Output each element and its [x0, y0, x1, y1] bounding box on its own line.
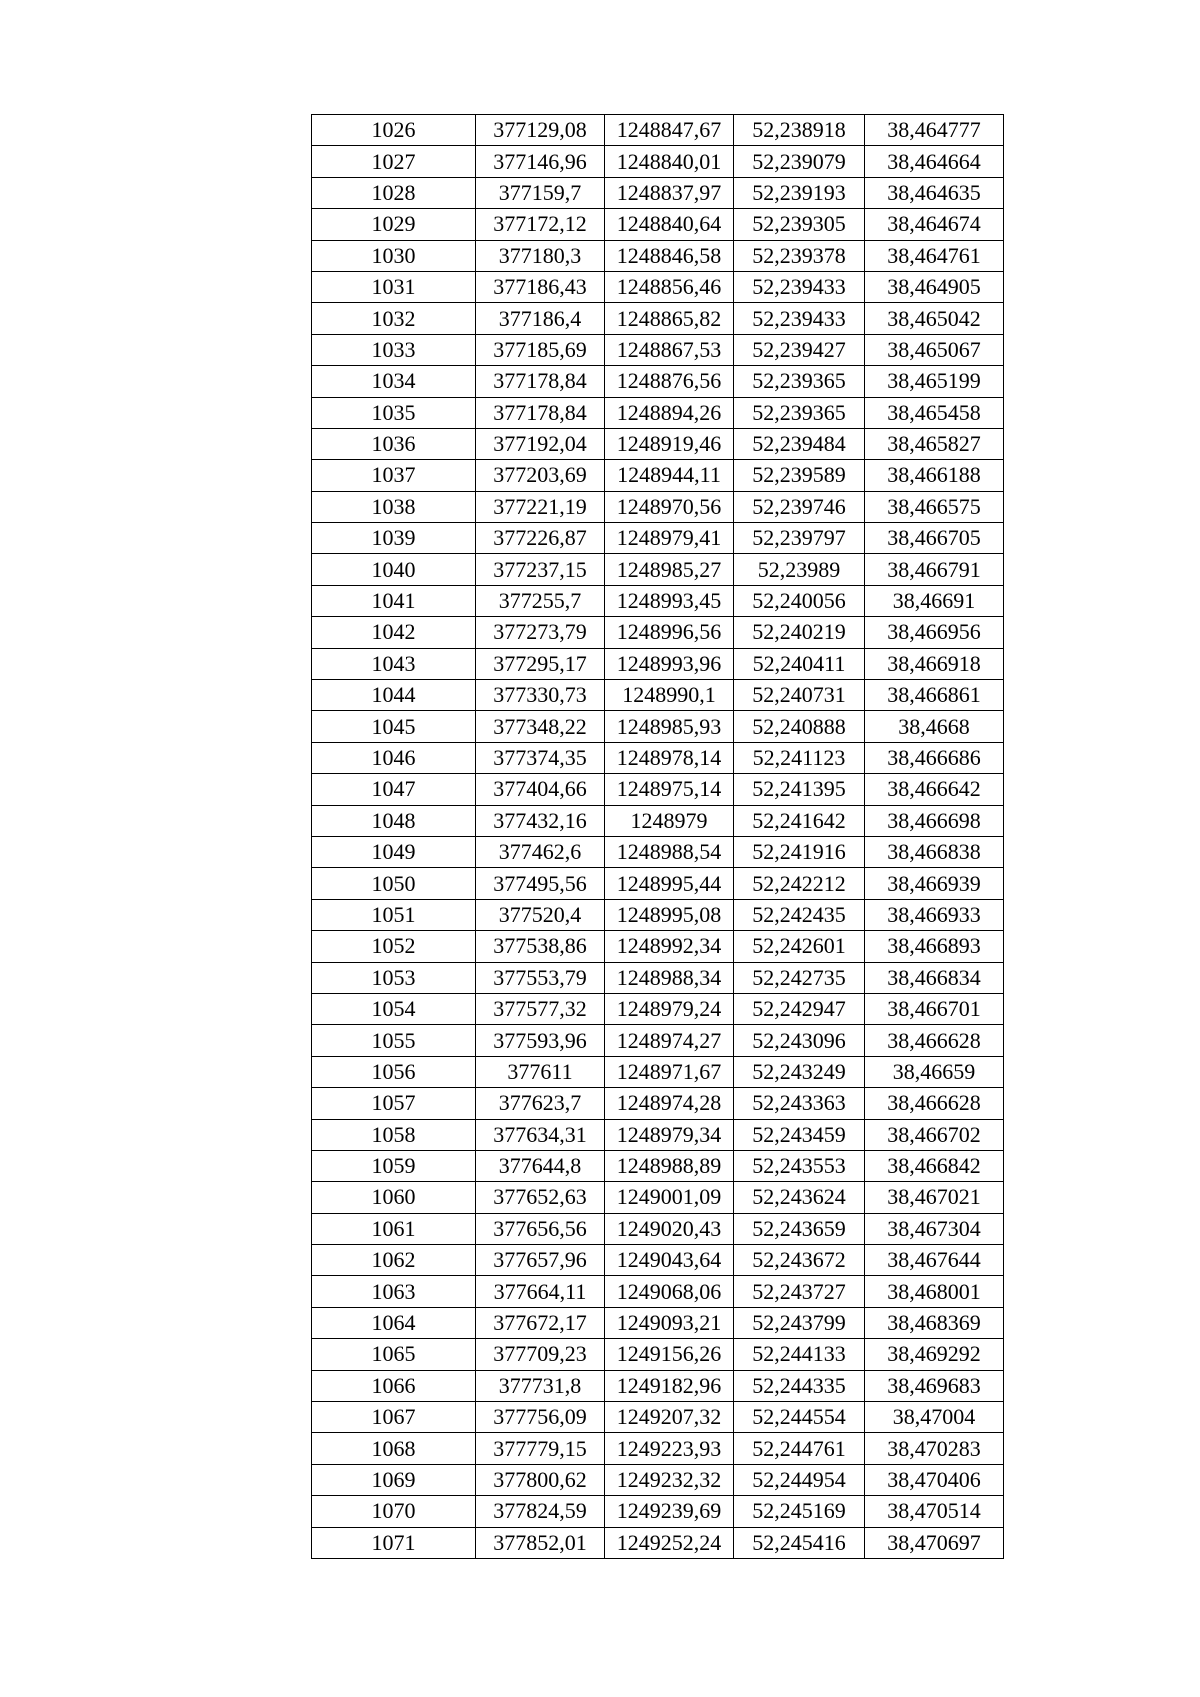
latitude-cell: 52,241642 — [734, 805, 865, 836]
point-number-cell: 1040 — [312, 554, 476, 585]
longitude-cell: 38,466628 — [865, 1025, 1004, 1056]
longitude-cell: 38,466893 — [865, 931, 1004, 962]
table-row — [312, 523, 1004, 554]
x-coordinate-cell: 377186,43 — [476, 271, 605, 302]
latitude-cell: 52,240888 — [734, 711, 865, 742]
table-row — [312, 115, 1004, 146]
y-coordinate-cell: 1248837,97 — [605, 177, 734, 208]
coordinates-table — [311, 114, 1004, 1559]
table-row — [312, 931, 1004, 962]
point-number-cell: 1041 — [312, 585, 476, 616]
x-coordinate-cell: 377657,96 — [476, 1245, 605, 1276]
table-row — [312, 1433, 1004, 1464]
latitude-cell: 52,240056 — [734, 585, 865, 616]
point-number-cell: 1056 — [312, 1056, 476, 1087]
point-number-cell: 1051 — [312, 899, 476, 930]
x-coordinate-cell: 377203,69 — [476, 460, 605, 491]
x-coordinate-cell: 377374,35 — [476, 742, 605, 773]
latitude-cell: 52,241123 — [734, 742, 865, 773]
x-coordinate-cell: 377611 — [476, 1056, 605, 1087]
point-number-cell: 1068 — [312, 1433, 476, 1464]
latitude-cell: 52,242735 — [734, 962, 865, 993]
x-coordinate-cell: 377404,66 — [476, 774, 605, 805]
latitude-cell: 52,243727 — [734, 1276, 865, 1307]
point-number-cell: 1061 — [312, 1213, 476, 1244]
longitude-cell: 38,470697 — [865, 1527, 1004, 1558]
y-coordinate-cell: 1248865,82 — [605, 303, 734, 334]
table-row — [312, 1088, 1004, 1119]
x-coordinate-cell: 377192,04 — [476, 428, 605, 459]
latitude-cell: 52,241916 — [734, 836, 865, 867]
table-row — [312, 1150, 1004, 1181]
longitude-cell: 38,466698 — [865, 805, 1004, 836]
y-coordinate-cell: 1248876,56 — [605, 366, 734, 397]
latitude-cell: 52,239797 — [734, 523, 865, 554]
table-row — [312, 868, 1004, 899]
table-row — [312, 993, 1004, 1024]
longitude-cell: 38,466642 — [865, 774, 1004, 805]
y-coordinate-cell: 1248979 — [605, 805, 734, 836]
y-coordinate-cell: 1248847,67 — [605, 115, 734, 146]
table-row — [312, 1025, 1004, 1056]
latitude-cell: 52,242212 — [734, 868, 865, 899]
latitude-cell: 52,244761 — [734, 1433, 865, 1464]
point-number-cell: 1037 — [312, 460, 476, 491]
x-coordinate-cell: 377129,08 — [476, 115, 605, 146]
y-coordinate-cell: 1248995,44 — [605, 868, 734, 899]
table-row — [312, 1307, 1004, 1338]
y-coordinate-cell: 1248974,27 — [605, 1025, 734, 1056]
longitude-cell: 38,469683 — [865, 1370, 1004, 1401]
y-coordinate-cell: 1248978,14 — [605, 742, 734, 773]
x-coordinate-cell: 377634,31 — [476, 1119, 605, 1150]
longitude-cell: 38,466686 — [865, 742, 1004, 773]
latitude-cell: 52,244954 — [734, 1464, 865, 1495]
x-coordinate-cell: 377172,12 — [476, 209, 605, 240]
y-coordinate-cell: 1248988,89 — [605, 1150, 734, 1181]
point-number-cell: 1033 — [312, 334, 476, 365]
y-coordinate-cell: 1249182,96 — [605, 1370, 734, 1401]
longitude-cell: 38,466702 — [865, 1119, 1004, 1150]
latitude-cell: 52,243799 — [734, 1307, 865, 1338]
x-coordinate-cell: 377672,17 — [476, 1307, 605, 1338]
longitude-cell: 38,465042 — [865, 303, 1004, 334]
x-coordinate-cell: 377709,23 — [476, 1339, 605, 1370]
y-coordinate-cell: 1248867,53 — [605, 334, 734, 365]
latitude-cell: 52,239378 — [734, 240, 865, 271]
y-coordinate-cell: 1248971,67 — [605, 1056, 734, 1087]
y-coordinate-cell: 1249001,09 — [605, 1182, 734, 1213]
longitude-cell: 38,465067 — [865, 334, 1004, 365]
x-coordinate-cell: 377221,19 — [476, 491, 605, 522]
table-row — [312, 742, 1004, 773]
x-coordinate-cell: 377255,7 — [476, 585, 605, 616]
y-coordinate-cell: 1249239,69 — [605, 1496, 734, 1527]
table-row — [312, 648, 1004, 679]
longitude-cell: 38,466939 — [865, 868, 1004, 899]
latitude-cell: 52,243672 — [734, 1245, 865, 1276]
latitude-cell: 52,243096 — [734, 1025, 865, 1056]
latitude-cell: 52,240411 — [734, 648, 865, 679]
y-coordinate-cell: 1249068,06 — [605, 1276, 734, 1307]
longitude-cell: 38,466705 — [865, 523, 1004, 554]
point-number-cell: 1039 — [312, 523, 476, 554]
point-number-cell: 1067 — [312, 1402, 476, 1433]
table-row — [312, 209, 1004, 240]
point-number-cell: 1036 — [312, 428, 476, 459]
longitude-cell: 38,468369 — [865, 1307, 1004, 1338]
latitude-cell: 52,244335 — [734, 1370, 865, 1401]
y-coordinate-cell: 1248944,11 — [605, 460, 734, 491]
table-row — [312, 1464, 1004, 1495]
x-coordinate-cell: 377824,59 — [476, 1496, 605, 1527]
table-row — [312, 899, 1004, 930]
longitude-cell: 38,464664 — [865, 146, 1004, 177]
point-number-cell: 1043 — [312, 648, 476, 679]
point-number-cell: 1026 — [312, 115, 476, 146]
latitude-cell: 52,243659 — [734, 1213, 865, 1244]
point-number-cell: 1065 — [312, 1339, 476, 1370]
longitude-cell: 38,466918 — [865, 648, 1004, 679]
latitude-cell: 52,244554 — [734, 1402, 865, 1433]
y-coordinate-cell: 1249252,24 — [605, 1527, 734, 1558]
longitude-cell: 38,468001 — [865, 1276, 1004, 1307]
y-coordinate-cell: 1248996,56 — [605, 617, 734, 648]
y-coordinate-cell: 1249156,26 — [605, 1339, 734, 1370]
y-coordinate-cell: 1248846,58 — [605, 240, 734, 271]
table-row — [312, 366, 1004, 397]
point-number-cell: 1030 — [312, 240, 476, 271]
point-number-cell: 1032 — [312, 303, 476, 334]
longitude-cell: 38,465199 — [865, 366, 1004, 397]
latitude-cell: 52,239589 — [734, 460, 865, 491]
latitude-cell: 52,243624 — [734, 1182, 865, 1213]
table-row — [312, 240, 1004, 271]
point-number-cell: 1054 — [312, 993, 476, 1024]
point-number-cell: 1053 — [312, 962, 476, 993]
point-number-cell: 1046 — [312, 742, 476, 773]
y-coordinate-cell: 1248840,64 — [605, 209, 734, 240]
x-coordinate-cell: 377520,4 — [476, 899, 605, 930]
point-number-cell: 1057 — [312, 1088, 476, 1119]
y-coordinate-cell: 1248840,01 — [605, 146, 734, 177]
latitude-cell: 52,239193 — [734, 177, 865, 208]
table-row — [312, 177, 1004, 208]
point-number-cell: 1027 — [312, 146, 476, 177]
y-coordinate-cell: 1248988,34 — [605, 962, 734, 993]
table-row — [312, 617, 1004, 648]
table-row — [312, 1370, 1004, 1401]
y-coordinate-cell: 1248985,93 — [605, 711, 734, 742]
longitude-cell: 38,464635 — [865, 177, 1004, 208]
longitude-cell: 38,466861 — [865, 680, 1004, 711]
latitude-cell: 52,239433 — [734, 271, 865, 302]
x-coordinate-cell: 377553,79 — [476, 962, 605, 993]
longitude-cell: 38,467021 — [865, 1182, 1004, 1213]
latitude-cell: 52,239484 — [734, 428, 865, 459]
x-coordinate-cell: 377330,73 — [476, 680, 605, 711]
table-row — [312, 334, 1004, 365]
table-row — [312, 680, 1004, 711]
table-row — [312, 774, 1004, 805]
longitude-cell: 38,465458 — [865, 397, 1004, 428]
x-coordinate-cell: 377495,56 — [476, 868, 605, 899]
x-coordinate-cell: 377178,84 — [476, 397, 605, 428]
longitude-cell: 38,466791 — [865, 554, 1004, 585]
longitude-cell: 38,464761 — [865, 240, 1004, 271]
latitude-cell: 52,241395 — [734, 774, 865, 805]
x-coordinate-cell: 377432,16 — [476, 805, 605, 836]
latitude-cell: 52,245416 — [734, 1527, 865, 1558]
longitude-cell: 38,469292 — [865, 1339, 1004, 1370]
y-coordinate-cell: 1248993,45 — [605, 585, 734, 616]
longitude-cell: 38,466842 — [865, 1150, 1004, 1181]
table-row — [312, 271, 1004, 302]
longitude-cell: 38,46659 — [865, 1056, 1004, 1087]
longitude-cell: 38,466933 — [865, 899, 1004, 930]
longitude-cell: 38,466834 — [865, 962, 1004, 993]
longitude-cell: 38,46691 — [865, 585, 1004, 616]
table-row — [312, 554, 1004, 585]
point-number-cell: 1045 — [312, 711, 476, 742]
table-row — [312, 1119, 1004, 1150]
y-coordinate-cell: 1248894,26 — [605, 397, 734, 428]
longitude-cell: 38,467644 — [865, 1245, 1004, 1276]
longitude-cell: 38,466575 — [865, 491, 1004, 522]
longitude-cell: 38,465827 — [865, 428, 1004, 459]
y-coordinate-cell: 1248979,34 — [605, 1119, 734, 1150]
y-coordinate-cell: 1249020,43 — [605, 1213, 734, 1244]
x-coordinate-cell: 377756,09 — [476, 1402, 605, 1433]
table-row — [312, 1213, 1004, 1244]
table-row — [312, 491, 1004, 522]
longitude-cell: 38,466701 — [865, 993, 1004, 1024]
table-row — [312, 1339, 1004, 1370]
longitude-cell: 38,464674 — [865, 209, 1004, 240]
point-number-cell: 1052 — [312, 931, 476, 962]
y-coordinate-cell: 1248970,56 — [605, 491, 734, 522]
x-coordinate-cell: 377779,15 — [476, 1433, 605, 1464]
y-coordinate-cell: 1248993,96 — [605, 648, 734, 679]
table-row — [312, 1056, 1004, 1087]
y-coordinate-cell: 1248975,14 — [605, 774, 734, 805]
x-coordinate-cell: 377593,96 — [476, 1025, 605, 1056]
table-row — [312, 303, 1004, 334]
y-coordinate-cell: 1248992,34 — [605, 931, 734, 962]
x-coordinate-cell: 377664,11 — [476, 1276, 605, 1307]
point-number-cell: 1062 — [312, 1245, 476, 1276]
longitude-cell: 38,470406 — [865, 1464, 1004, 1495]
y-coordinate-cell: 1248979,41 — [605, 523, 734, 554]
table-row — [312, 1276, 1004, 1307]
y-coordinate-cell: 1249223,93 — [605, 1433, 734, 1464]
latitude-cell: 52,238918 — [734, 115, 865, 146]
y-coordinate-cell: 1248990,1 — [605, 680, 734, 711]
longitude-cell: 38,466838 — [865, 836, 1004, 867]
table-row — [312, 1182, 1004, 1213]
latitude-cell: 52,243553 — [734, 1150, 865, 1181]
longitude-cell: 38,47004 — [865, 1402, 1004, 1433]
latitude-cell: 52,239427 — [734, 334, 865, 365]
latitude-cell: 52,242601 — [734, 931, 865, 962]
point-number-cell: 1047 — [312, 774, 476, 805]
x-coordinate-cell: 377731,8 — [476, 1370, 605, 1401]
x-coordinate-cell: 377800,62 — [476, 1464, 605, 1495]
table-row — [312, 460, 1004, 491]
point-number-cell: 1055 — [312, 1025, 476, 1056]
point-number-cell: 1048 — [312, 805, 476, 836]
latitude-cell: 52,239365 — [734, 397, 865, 428]
x-coordinate-cell: 377577,32 — [476, 993, 605, 1024]
point-number-cell: 1029 — [312, 209, 476, 240]
longitude-cell: 38,466188 — [865, 460, 1004, 491]
y-coordinate-cell: 1248856,46 — [605, 271, 734, 302]
y-coordinate-cell: 1249232,32 — [605, 1464, 734, 1495]
latitude-cell: 52,239079 — [734, 146, 865, 177]
table-row — [312, 397, 1004, 428]
latitude-cell: 52,243363 — [734, 1088, 865, 1119]
table-row — [312, 146, 1004, 177]
coordinates-table-body — [312, 115, 1004, 1559]
table-row — [312, 428, 1004, 459]
x-coordinate-cell: 377186,4 — [476, 303, 605, 334]
y-coordinate-cell: 1248919,46 — [605, 428, 734, 459]
x-coordinate-cell: 377146,96 — [476, 146, 605, 177]
latitude-cell: 52,23989 — [734, 554, 865, 585]
table-row — [312, 711, 1004, 742]
latitude-cell: 52,239746 — [734, 491, 865, 522]
x-coordinate-cell: 377656,56 — [476, 1213, 605, 1244]
point-number-cell: 1066 — [312, 1370, 476, 1401]
x-coordinate-cell: 377273,79 — [476, 617, 605, 648]
table-row — [312, 1496, 1004, 1527]
x-coordinate-cell: 377652,63 — [476, 1182, 605, 1213]
point-number-cell: 1042 — [312, 617, 476, 648]
latitude-cell: 52,239433 — [734, 303, 865, 334]
point-number-cell: 1028 — [312, 177, 476, 208]
y-coordinate-cell: 1249093,21 — [605, 1307, 734, 1338]
point-number-cell: 1069 — [312, 1464, 476, 1495]
y-coordinate-cell: 1248985,27 — [605, 554, 734, 585]
x-coordinate-cell: 377462,6 — [476, 836, 605, 867]
longitude-cell: 38,466628 — [865, 1088, 1004, 1119]
longitude-cell: 38,464905 — [865, 271, 1004, 302]
y-coordinate-cell: 1249043,64 — [605, 1245, 734, 1276]
latitude-cell: 52,242947 — [734, 993, 865, 1024]
x-coordinate-cell: 377185,69 — [476, 334, 605, 365]
x-coordinate-cell: 377538,86 — [476, 931, 605, 962]
table-row — [312, 1245, 1004, 1276]
latitude-cell: 52,239305 — [734, 209, 865, 240]
table-row — [312, 585, 1004, 616]
longitude-cell: 38,4668 — [865, 711, 1004, 742]
longitude-cell: 38,470514 — [865, 1496, 1004, 1527]
latitude-cell: 52,240731 — [734, 680, 865, 711]
point-number-cell: 1060 — [312, 1182, 476, 1213]
point-number-cell: 1071 — [312, 1527, 476, 1558]
x-coordinate-cell: 377178,84 — [476, 366, 605, 397]
x-coordinate-cell: 377226,87 — [476, 523, 605, 554]
y-coordinate-cell: 1248995,08 — [605, 899, 734, 930]
latitude-cell: 52,243249 — [734, 1056, 865, 1087]
point-number-cell: 1064 — [312, 1307, 476, 1338]
point-number-cell: 1070 — [312, 1496, 476, 1527]
latitude-cell: 52,242435 — [734, 899, 865, 930]
point-number-cell: 1034 — [312, 366, 476, 397]
point-number-cell: 1044 — [312, 680, 476, 711]
x-coordinate-cell: 377644,8 — [476, 1150, 605, 1181]
point-number-cell: 1031 — [312, 271, 476, 302]
table-row — [312, 1527, 1004, 1558]
x-coordinate-cell: 377237,15 — [476, 554, 605, 585]
point-number-cell: 1059 — [312, 1150, 476, 1181]
latitude-cell: 52,244133 — [734, 1339, 865, 1370]
x-coordinate-cell: 377348,22 — [476, 711, 605, 742]
table-row — [312, 962, 1004, 993]
point-number-cell: 1035 — [312, 397, 476, 428]
y-coordinate-cell: 1248974,28 — [605, 1088, 734, 1119]
table-row — [312, 836, 1004, 867]
latitude-cell: 52,239365 — [734, 366, 865, 397]
point-number-cell: 1050 — [312, 868, 476, 899]
y-coordinate-cell: 1249207,32 — [605, 1402, 734, 1433]
longitude-cell: 38,467304 — [865, 1213, 1004, 1244]
x-coordinate-cell: 377623,7 — [476, 1088, 605, 1119]
longitude-cell: 38,466956 — [865, 617, 1004, 648]
latitude-cell: 52,240219 — [734, 617, 865, 648]
x-coordinate-cell: 377295,17 — [476, 648, 605, 679]
longitude-cell: 38,470283 — [865, 1433, 1004, 1464]
point-number-cell: 1058 — [312, 1119, 476, 1150]
table-row — [312, 805, 1004, 836]
point-number-cell: 1049 — [312, 836, 476, 867]
y-coordinate-cell: 1248988,54 — [605, 836, 734, 867]
y-coordinate-cell: 1248979,24 — [605, 993, 734, 1024]
table-row — [312, 1402, 1004, 1433]
latitude-cell: 52,243459 — [734, 1119, 865, 1150]
latitude-cell: 52,245169 — [734, 1496, 865, 1527]
x-coordinate-cell: 377852,01 — [476, 1527, 605, 1558]
x-coordinate-cell: 377180,3 — [476, 240, 605, 271]
longitude-cell: 38,464777 — [865, 115, 1004, 146]
x-coordinate-cell: 377159,7 — [476, 177, 605, 208]
point-number-cell: 1038 — [312, 491, 476, 522]
point-number-cell: 1063 — [312, 1276, 476, 1307]
